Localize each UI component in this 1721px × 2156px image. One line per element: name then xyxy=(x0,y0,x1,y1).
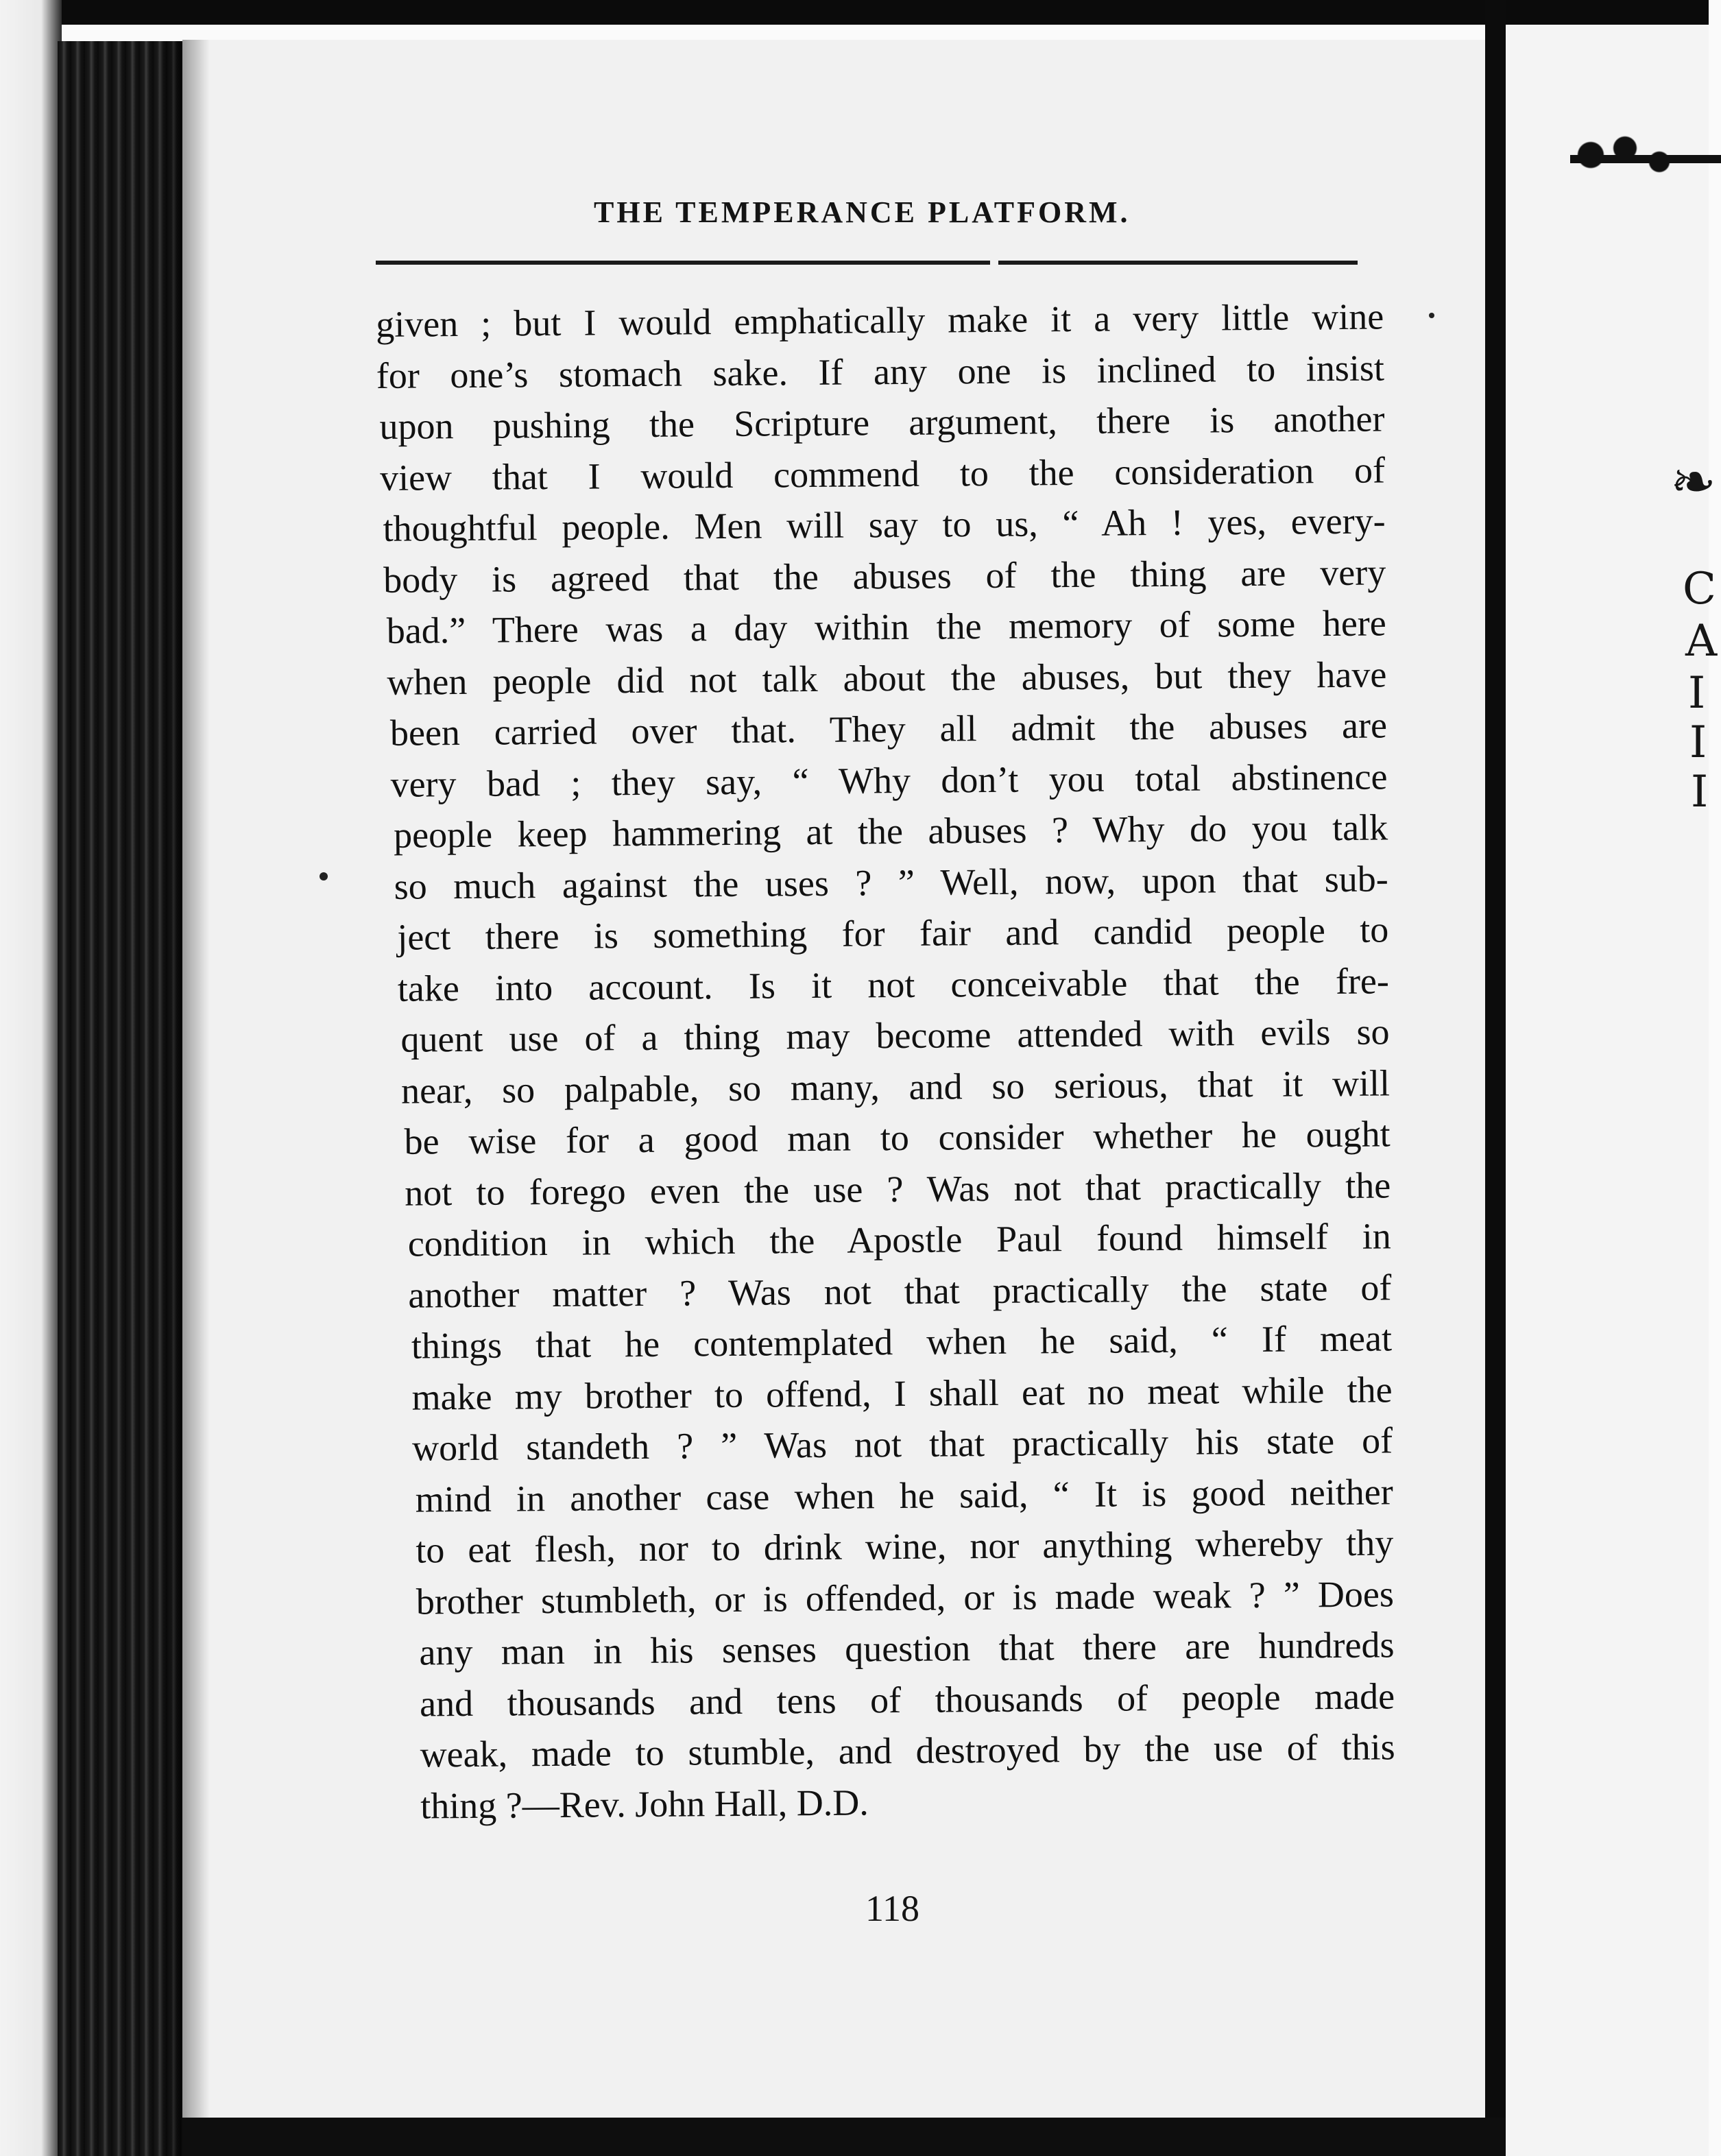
text-line: brother stumbleth, or is offended, or is made weak ? ” Does xyxy=(416,1572,1395,1622)
text-line: any man in his senses question that there are hundreds xyxy=(419,1624,1395,1673)
text-line: make my brother to offend, I shall eat no meat while the xyxy=(411,1368,1393,1418)
text-line: bad.” There was a day within the memory of some here xyxy=(386,602,1386,651)
facing-page-letter: C xyxy=(1683,564,1716,614)
text-line-attribution: thing ?—Rev. John Hall, D.D. xyxy=(420,1781,869,1827)
text-line: another matter ? Was not that practically the state of xyxy=(408,1266,1392,1316)
text-line: weak, made to stumble, and destroyed by the use of this xyxy=(420,1726,1395,1775)
scan-bottom-edge xyxy=(182,2118,1506,2156)
text-line: not to forego even the use ? Was not that practically the xyxy=(405,1164,1391,1214)
text-line: to eat flesh, nor to drink wine, nor anything whereby thy xyxy=(416,1522,1394,1571)
text-line: people keep hammering at the abuses ? Why do you talk xyxy=(393,806,1388,856)
scan-top-edge xyxy=(0,0,1709,25)
header-rule-left xyxy=(376,261,990,265)
facing-page xyxy=(1506,25,1718,2156)
scan-speck xyxy=(320,872,328,881)
text-line: very bad ; they say, “ Why don’t you total abstinence xyxy=(390,755,1388,805)
text-line: mind in another case when he said, “ It is good neither xyxy=(415,1470,1393,1520)
binding-shadow xyxy=(158,41,185,2156)
text-line: for one’s stomach sake. If any one is inclined to insist xyxy=(376,346,1385,396)
text-line: when people did not talk about the abuses, but they have xyxy=(387,653,1387,703)
text-line: been carried over that. They all admit the abuses are xyxy=(389,704,1388,754)
facing-page-letter: I xyxy=(1689,717,1707,768)
body-text xyxy=(376,291,1396,1831)
text-line: things that he contemplated when he said, “ If meat xyxy=(411,1317,1393,1367)
text-line: and thousands and tens of thousands of people made xyxy=(419,1675,1395,1725)
text-line: world standeth ? ” Was not that practically his state of xyxy=(411,1420,1393,1469)
text-line: quent use of a thing may become attended with evils so xyxy=(400,1011,1390,1060)
text-line: condition in which the Apostle Paul found himself in xyxy=(407,1215,1392,1265)
facing-page-letter: I xyxy=(1691,767,1709,817)
scan-left-margin xyxy=(0,0,62,2156)
ornament-icon xyxy=(1570,121,1721,196)
page-gutter-shadow xyxy=(182,40,210,2118)
facing-page-letter: I xyxy=(1688,668,1706,719)
text-line: thoughtful people. Men will say to us, “ Ah ! yes, every- xyxy=(383,500,1386,549)
text-line: near, so palpable, so many, and so serious, that it will xyxy=(400,1062,1391,1112)
scan-speck xyxy=(1429,313,1434,318)
text-line: upon pushing the Scripture argument, there is another xyxy=(379,398,1385,447)
text-line: take into account. Is it not conceivable that the fre- xyxy=(397,959,1390,1009)
page-gap xyxy=(1485,0,1506,2156)
text-line: body is agreed that the abuses of the thing are very xyxy=(383,551,1386,601)
running-head: THE TEMPERANCE PLATFORM. xyxy=(594,195,1131,229)
text-line: so much against the uses ? ” Well, now, upon that sub- xyxy=(394,857,1388,907)
header-rule-right xyxy=(998,261,1358,265)
facing-page-letter: A xyxy=(1685,616,1718,667)
text-line: ject there is something for fair and candid people to xyxy=(397,909,1389,958)
text-line: view that I would commend to the consideration of xyxy=(379,448,1386,499)
text-line: given ; but I would emphatically make it a very little wine xyxy=(376,296,1384,345)
text-line: be wise for a good man to consider whether he ought xyxy=(404,1113,1391,1162)
decorative-initial-icon: ❧ xyxy=(1670,450,1717,514)
page-number: 118 xyxy=(865,1888,919,1929)
